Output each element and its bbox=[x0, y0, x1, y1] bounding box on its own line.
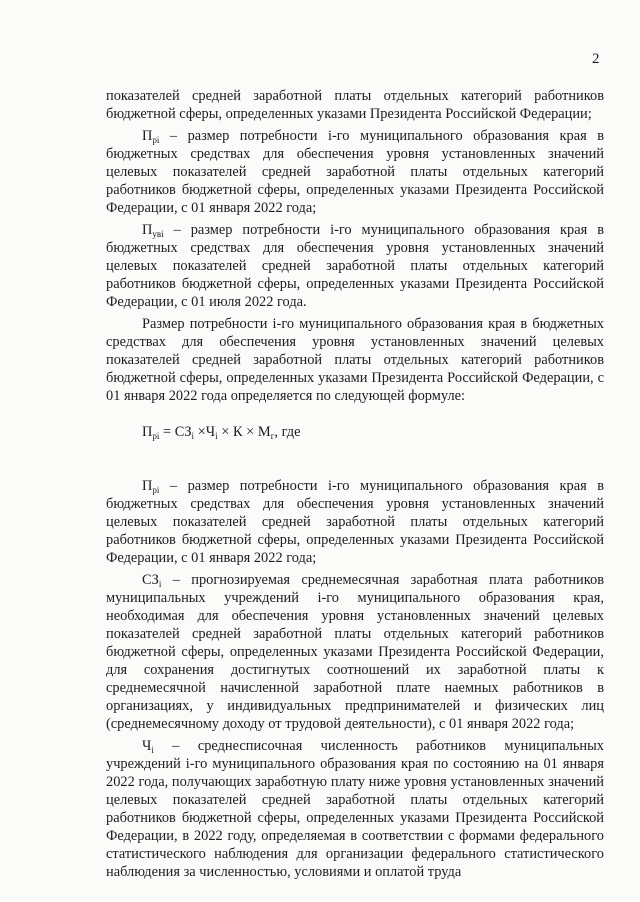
symbol-subscript: i bbox=[158, 579, 162, 589]
symbol-subscript: pi bbox=[152, 135, 160, 145]
definition-text: – размер потребности i-го муниципального образования края в бюджетных средствах для обеспечения уровня установленных значений целевых показателей средней заработной платы отдельных категорий работников бюджетной сферы, определенных указами Президента Российской Федерации, с 01 июля 2022 года. bbox=[106, 222, 604, 310]
paragraph-continuation: показателей средней заработной платы отдельных категорий работников бюджетной сферы, определенных указами Президента Российской Федерации; bbox=[106, 88, 604, 122]
paragraph-formula-intro: Размер потребности i-го муниципального образования края в бюджетных средствах для обеспечения уровня установленных значений целевых показателей средней заработной платы отдельных категорий работников бюджетной сферы, определенных указами Президента Российской Федерации, с 01 января 2022 года определяется по следующей формуле: bbox=[106, 316, 604, 404]
paragraph-def-ppi-2 bbox=[106, 477, 604, 567]
symbol: Ч bbox=[142, 738, 152, 754]
formula-tail: , где bbox=[274, 424, 301, 440]
symbol: П bbox=[142, 222, 153, 238]
symbol: П bbox=[142, 478, 153, 494]
definition-text: – размер потребности i-го муниципального образования края в бюджетных средствах для обеспечения уровня установленных значений целевых показателей средней заработной платы отдельных категорий работников бюджетной сферы, определенных указами Президента Российской Федерации, с 01 января 2022 года; bbox=[106, 478, 604, 566]
symbol: СЗ bbox=[142, 572, 159, 588]
symbol: П bbox=[142, 128, 153, 144]
formula-mul2: × К × М bbox=[217, 424, 271, 440]
formula-eq: = СЗ bbox=[159, 424, 192, 440]
paragraph-def-ppi bbox=[106, 127, 604, 217]
symbol-subscript: pi bbox=[152, 485, 160, 495]
formula-sz-subscript: i bbox=[191, 431, 195, 441]
formula-lhs: П bbox=[142, 424, 153, 440]
document-body bbox=[106, 87, 604, 881]
definition-text: – размер потребности i-го муниципального образования края в бюджетных средствах для обеспечения уровня установленных значений целевых показателей средней заработной платы отдельных категорий работников бюджетной сферы, определенных указами Президента Российской Федерации, с 01 января 2022 года; bbox=[106, 128, 604, 216]
paragraph-def-szi bbox=[106, 571, 604, 733]
paragraph-def-chi bbox=[106, 737, 604, 881]
formula bbox=[142, 423, 604, 441]
formula-m-subscript: г bbox=[270, 431, 275, 441]
paragraph-def-pyvi bbox=[106, 221, 604, 311]
formula-ch-subscript: i bbox=[215, 431, 218, 441]
symbol-subscript: уві bbox=[152, 229, 164, 239]
definition-text: – прогнозируемая среднемесячная заработная плата работников муниципальных учреждений i-го муниципального образования края, необходимая для обеспечения уровня установленных значений целевых показателей средней заработной платы отдельных категорий работников бюджетной сферы, определенных указами Президента Российской Федерации, для сохранения достигнутых соотношений их заработной платы к среднемесячной начисленной заработной плате наемных работников в организациях, у индивидуальных предпринимателей и физических лиц (среднемесячному доходу от трудовой деятельности), с 01 января 2022 года; bbox=[106, 572, 604, 732]
formula-mul1: ×Ч bbox=[194, 424, 216, 440]
formula-lhs-subscript: pi bbox=[152, 431, 160, 441]
definition-text: – среднесписочная численность работников муниципальных учреждений i-го муниципального образования края по состоянию на 01 января 2022 года, получающих заработную плату ниже уровня установленных значений целевых показателей средней заработной платы отдельных категорий работников бюджетной сферы, определенных указами Президента Российской Федерации, в 2022 году, определяемая в соответствии с формами федерального статистического наблюдения для организации федерального статистического наблюдения за численностью, условиями и оплатой труда bbox=[106, 738, 604, 880]
symbol-subscript: i bbox=[151, 745, 154, 755]
page-number: 2 bbox=[592, 51, 600, 67]
